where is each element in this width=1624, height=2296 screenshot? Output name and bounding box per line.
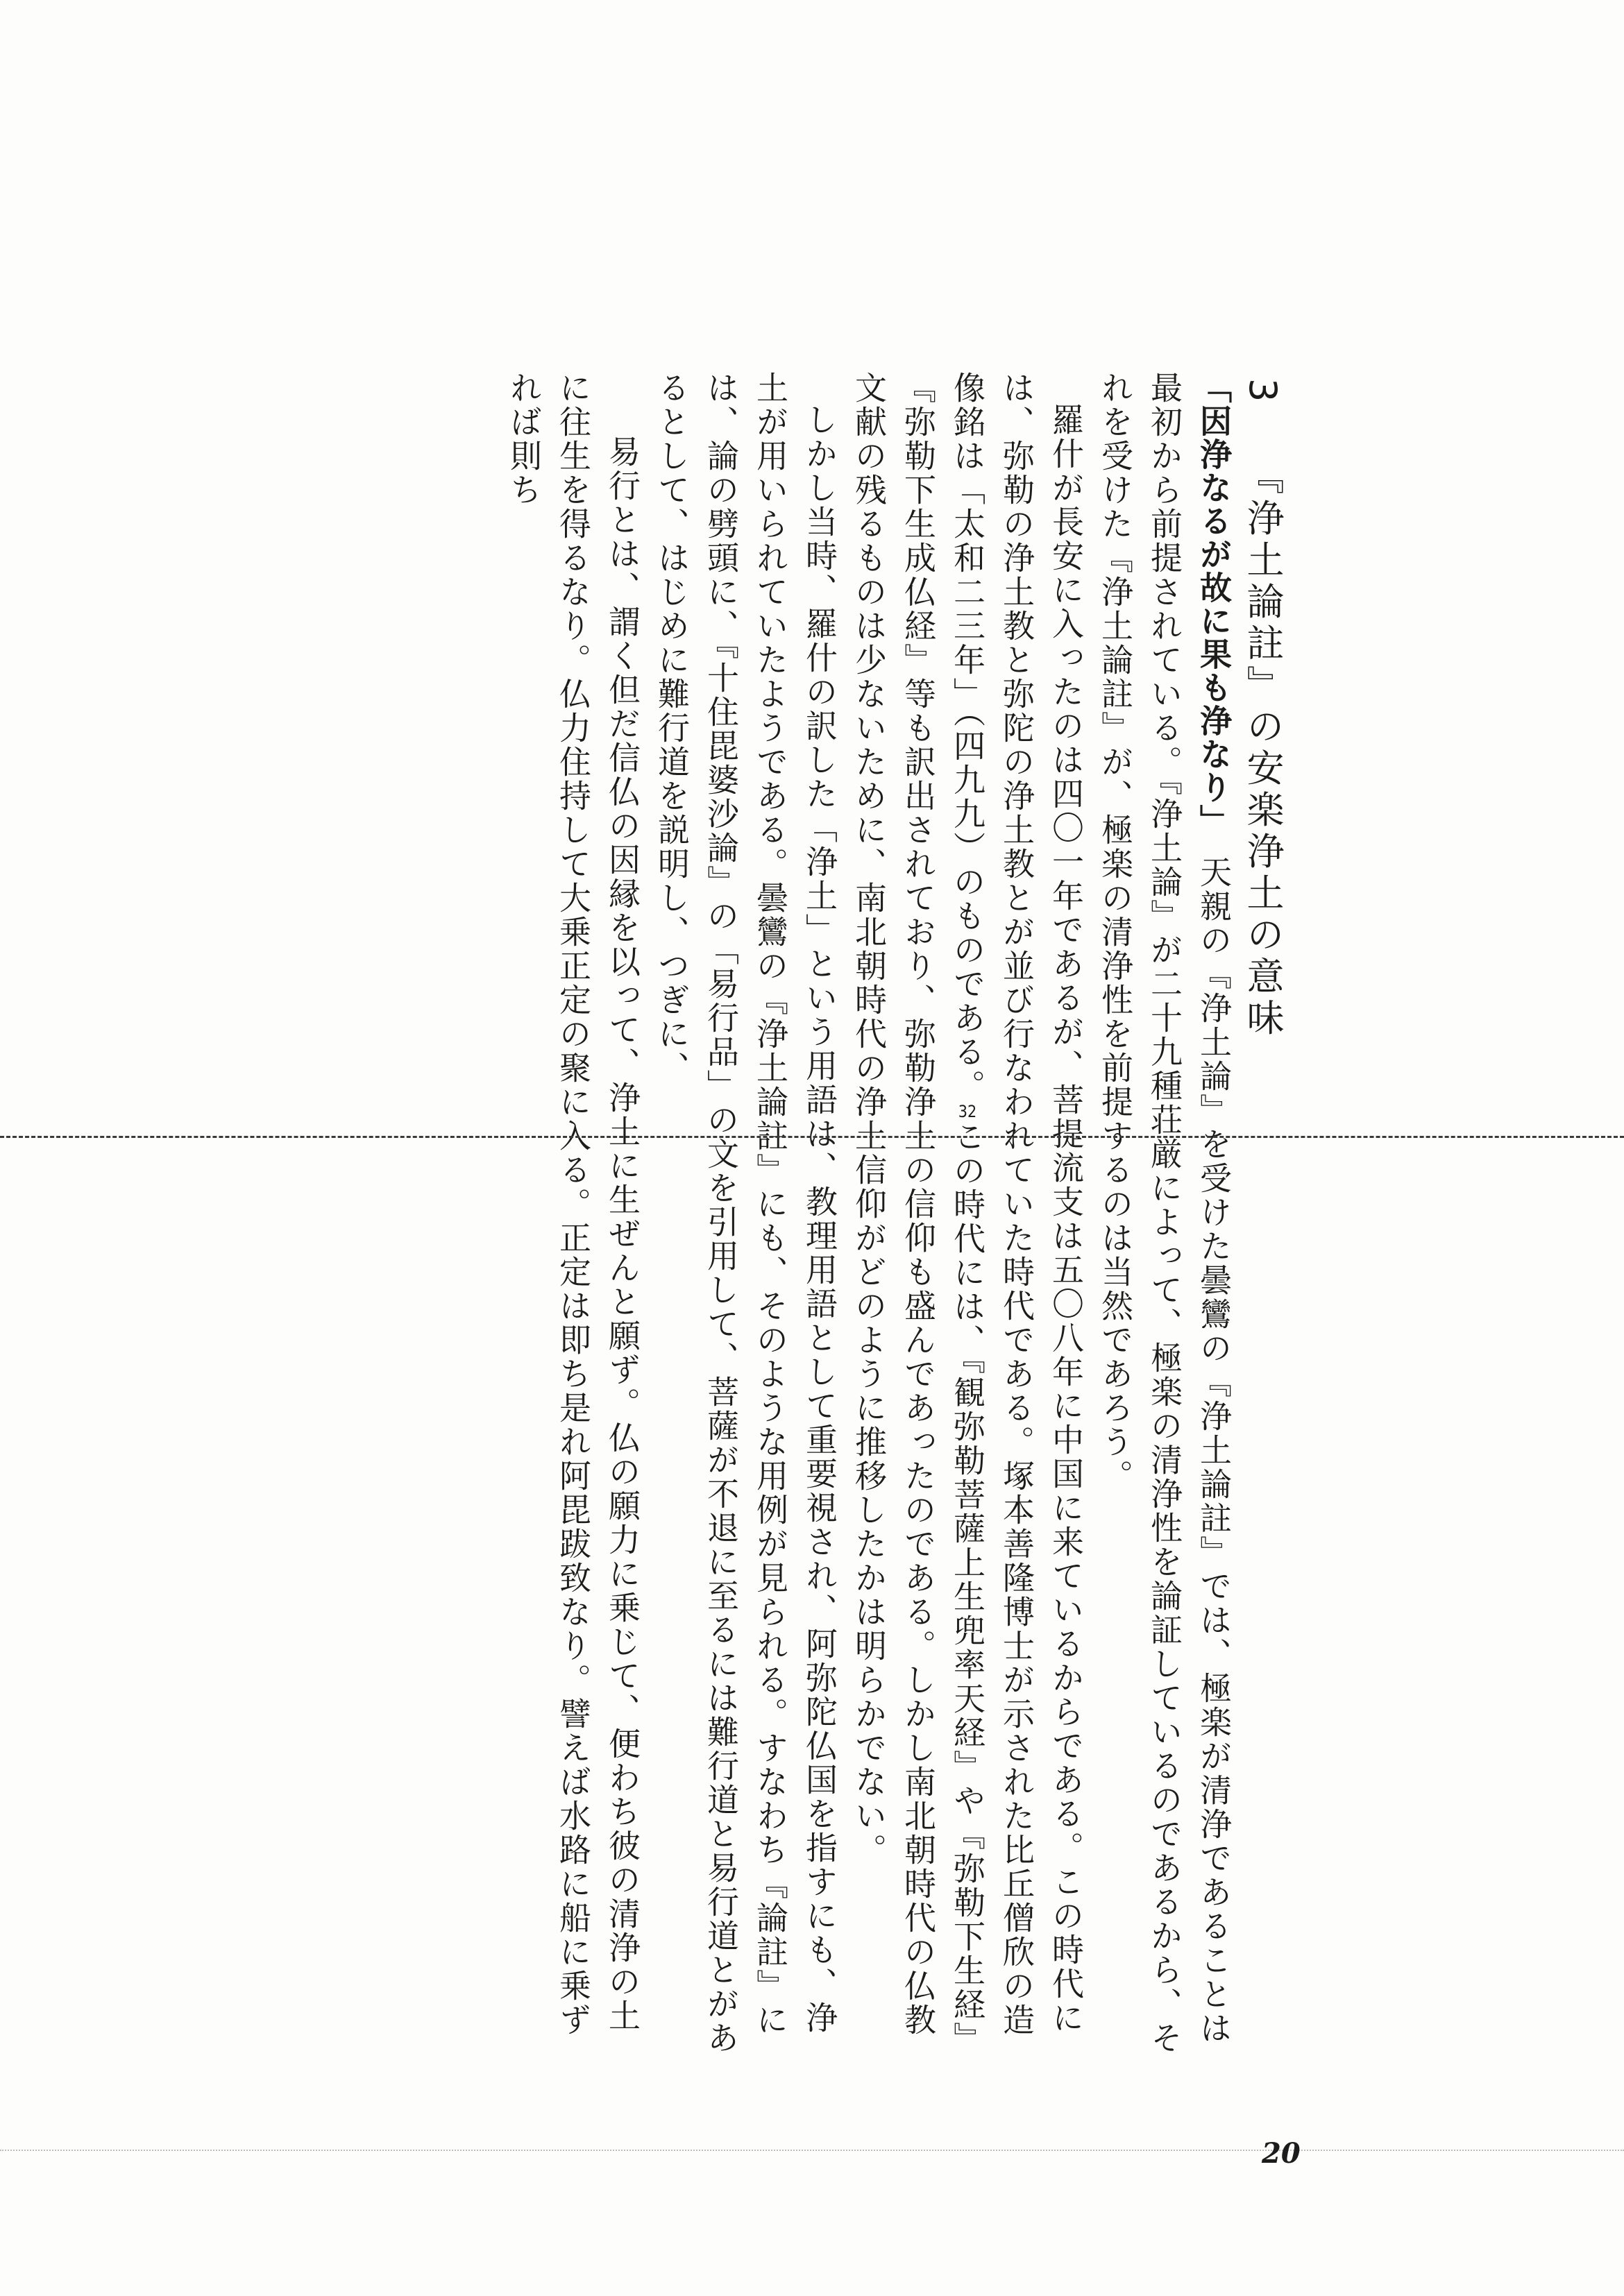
section-heading: [1238, 371, 1287, 2057]
paragraph-1: [1090, 371, 1238, 2057]
footer-rule: [0, 2150, 1624, 2151]
vertical-text-block: [177, 371, 1287, 2057]
page-number: 20: [1262, 2137, 1301, 2170]
footnote-ref-32: 32: [958, 1103, 977, 1120]
paragraph-1-lead: 「因浄なるが故に果も浄なり」: [1195, 371, 1233, 822]
paragraph-2: [844, 371, 1090, 2057]
paragraph-3: しかし当時、羅什の訳した「浄土」という用語は、教理用語として重要視され、阿弥陀仏国を指すにも、浄土が用いられていたようである。曇鸞の『浄土論註』にも、そのような用例が見られる。すなわち『論註』には、論の劈頭に、『十住毘婆沙論』の「易行品」の文を引用して、菩薩が不退に至るには難行道と易行道とがあるとして、はじめに難行道を説明し、つぎに、: [653, 371, 838, 2055]
paragraph-1-body: 天親の『浄土論』を受けた曇鸞の『浄土論註』では、極楽が清浄であることは最初から前提されている。『浄土論』が二十九種荘厳によって、極楽の清浄性を論証しているのであるから、それを受けた『浄土論註』が、極楽の清浄性を前提するのは当然であろう。: [1097, 371, 1233, 2055]
section-title: 『浄土論註』の安楽浄土の意味: [1241, 475, 1285, 1040]
section-number: 3: [1241, 378, 1285, 407]
paragraph-2-b: この時代には、『観弥勒菩薩上生兜率天経』や『弥勒下生経』『弥勒下生成仏経』等も訳出されており、弥勒浄土の信仰も盛んであったのである。しかし南北朝時代の仏教文献の残るものは少ないために、南北朝時代の浄土信仰がどのように推移したかは明らかでない。: [850, 371, 986, 2056]
paragraph-2-a: 羅什が長安に入ったのは四〇一年であるが、菩提流支は五〇八年に中国に来ているからである。この時代には、弥勒の浄土教と弥陀の浄土教とが並び行なわれていた時代である。塚本善隆博士が示された比丘僧欣の造像銘は「太和二三年」（四九九）のものである。: [949, 371, 1085, 2037]
fold-line: [0, 1136, 1624, 1138]
paragraph-4-quote: 易行とは、謂く但だ信仏の因縁を以って、浄土に生ぜんと願ず。仏の願力に乗じて、便わち彼の清浄の土に往生を得るなり。仏力住持して大乗正定の聚に入る。正定は即ち是れ阿毘跋致なり。譬えば水路に船に乗ずれば則ち: [505, 371, 641, 2037]
